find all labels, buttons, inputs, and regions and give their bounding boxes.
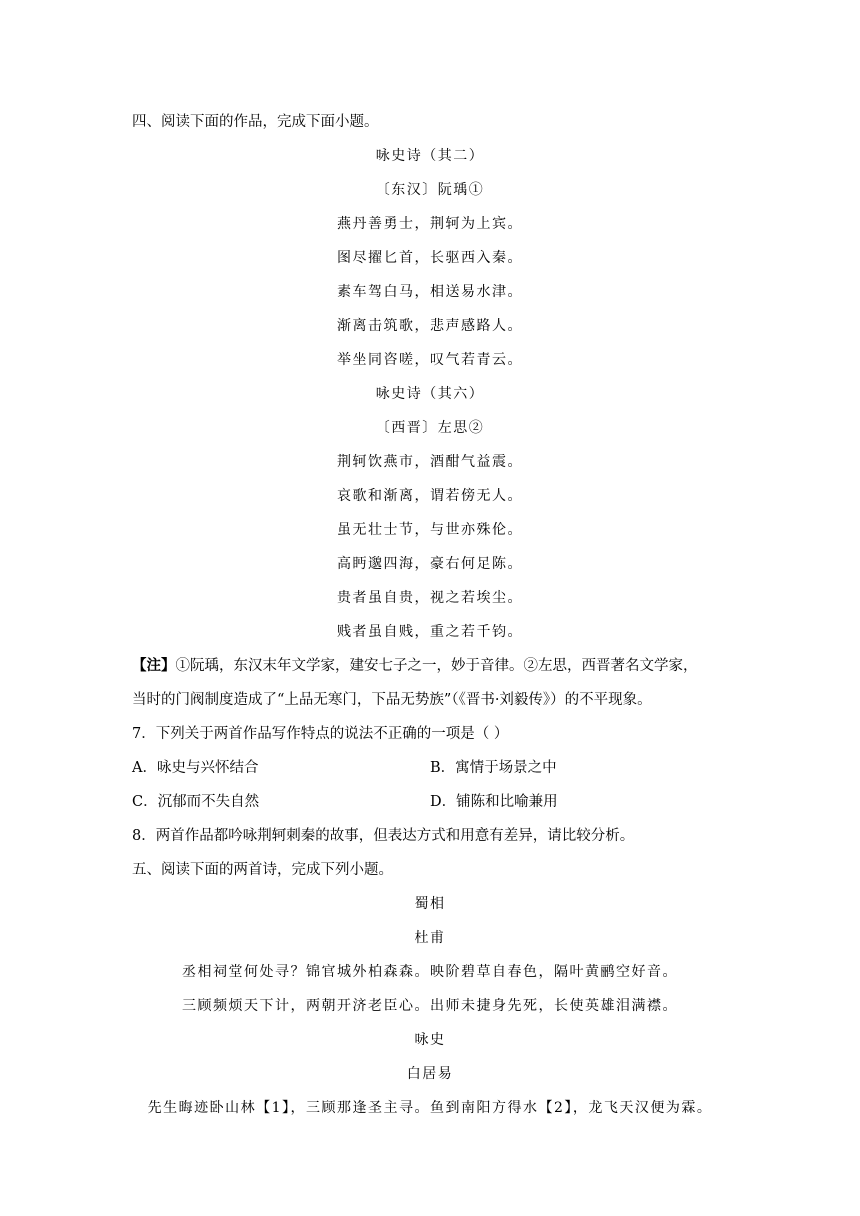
option-d: D．铺陈和比喻兼用 — [430, 794, 558, 810]
note-label: 【注】 — [132, 657, 176, 674]
poem2-author: 〔西晋〕左思② — [375, 420, 485, 436]
poem1-line: 图尽擢匕首，长驱西入秦。 — [337, 250, 523, 266]
poem1-line: 渐离击筑歌，悲声感路人。 — [337, 318, 523, 334]
poem2-line: 贱者虽自贱，重之若千钧。 — [337, 624, 523, 640]
poem1-line: 举坐同咨嗟，叹气若青云。 — [337, 352, 523, 368]
note-text: 当时的门阀制度造成了“上品无寒门，下品无势族”（《晋书·刘毅传》）的不平现象。 — [132, 692, 652, 708]
shuxiang-title: 蜀相 — [414, 896, 446, 912]
shuxiang-author: 杜甫 — [414, 930, 446, 946]
poem1-line: 燕丹善勇士，荆轲为上宾。 — [337, 216, 523, 232]
option-b: B．寓情于场景之中 — [430, 760, 557, 776]
section5-heading: 五、阅读下面的两首诗，完成下列小题。 — [132, 862, 393, 878]
poem2-line: 虽无壮士节，与世亦殊伦。 — [337, 522, 523, 538]
question-8: 8．两首作品都吟咏荆轲刺秦的故事，但表达方式和用意有差异，请比较分析。 — [132, 828, 635, 844]
yongshi-line: 先生晦迹卧山林【1】，三顾那逢圣主寻。鱼到南阳方得水【2】，龙飞天汉便为霖。 — [147, 1100, 713, 1116]
poem2-line: 贵者虽自贵，视之若埃尘。 — [337, 590, 523, 606]
note-paragraph — [132, 656, 698, 676]
yongshi-author: 白居易 — [406, 1066, 454, 1082]
option-a: A．咏史与兴怀结合 — [132, 760, 259, 776]
yongshi-title: 咏史 — [414, 1032, 446, 1048]
shuxiang-line: 丞相祠堂何处寻？锦官城外柏森森。映阶碧草自春色，隔叶黄鹂空好音。 — [182, 964, 678, 980]
poem1-line: 素车驾白马，相送易水津。 — [337, 284, 523, 300]
section4-heading: 四、阅读下面的作品，完成下面小题。 — [132, 114, 379, 130]
poem2-line: 高眄邈四海，豪右何足陈。 — [337, 556, 523, 572]
poem1-title: 咏史诗（其二） — [375, 148, 485, 164]
poem2-title: 咏史诗（其六） — [375, 386, 485, 402]
question-7: 7．下列关于两首作品写作特点的说法不正确的一项是（ ） — [132, 726, 509, 742]
option-c: C．沉郁而不失自然 — [132, 794, 260, 810]
note-text: ①阮瑀，东汉末年文学家，建安七子之一，妙于音律。②左思，西晋著名文学家， — [175, 658, 698, 674]
shuxiang-line: 三顾频烦天下计，两朝开济老臣心。出师未捷身先死，长使英雄泪满襟。 — [182, 998, 678, 1014]
poem2-line: 哀歌和渐离，谓若傍无人。 — [337, 488, 523, 504]
poem2-line: 荆轲饮燕市，酒酣气益震。 — [337, 454, 523, 470]
poem1-author: 〔东汉〕阮瑀① — [375, 182, 485, 198]
